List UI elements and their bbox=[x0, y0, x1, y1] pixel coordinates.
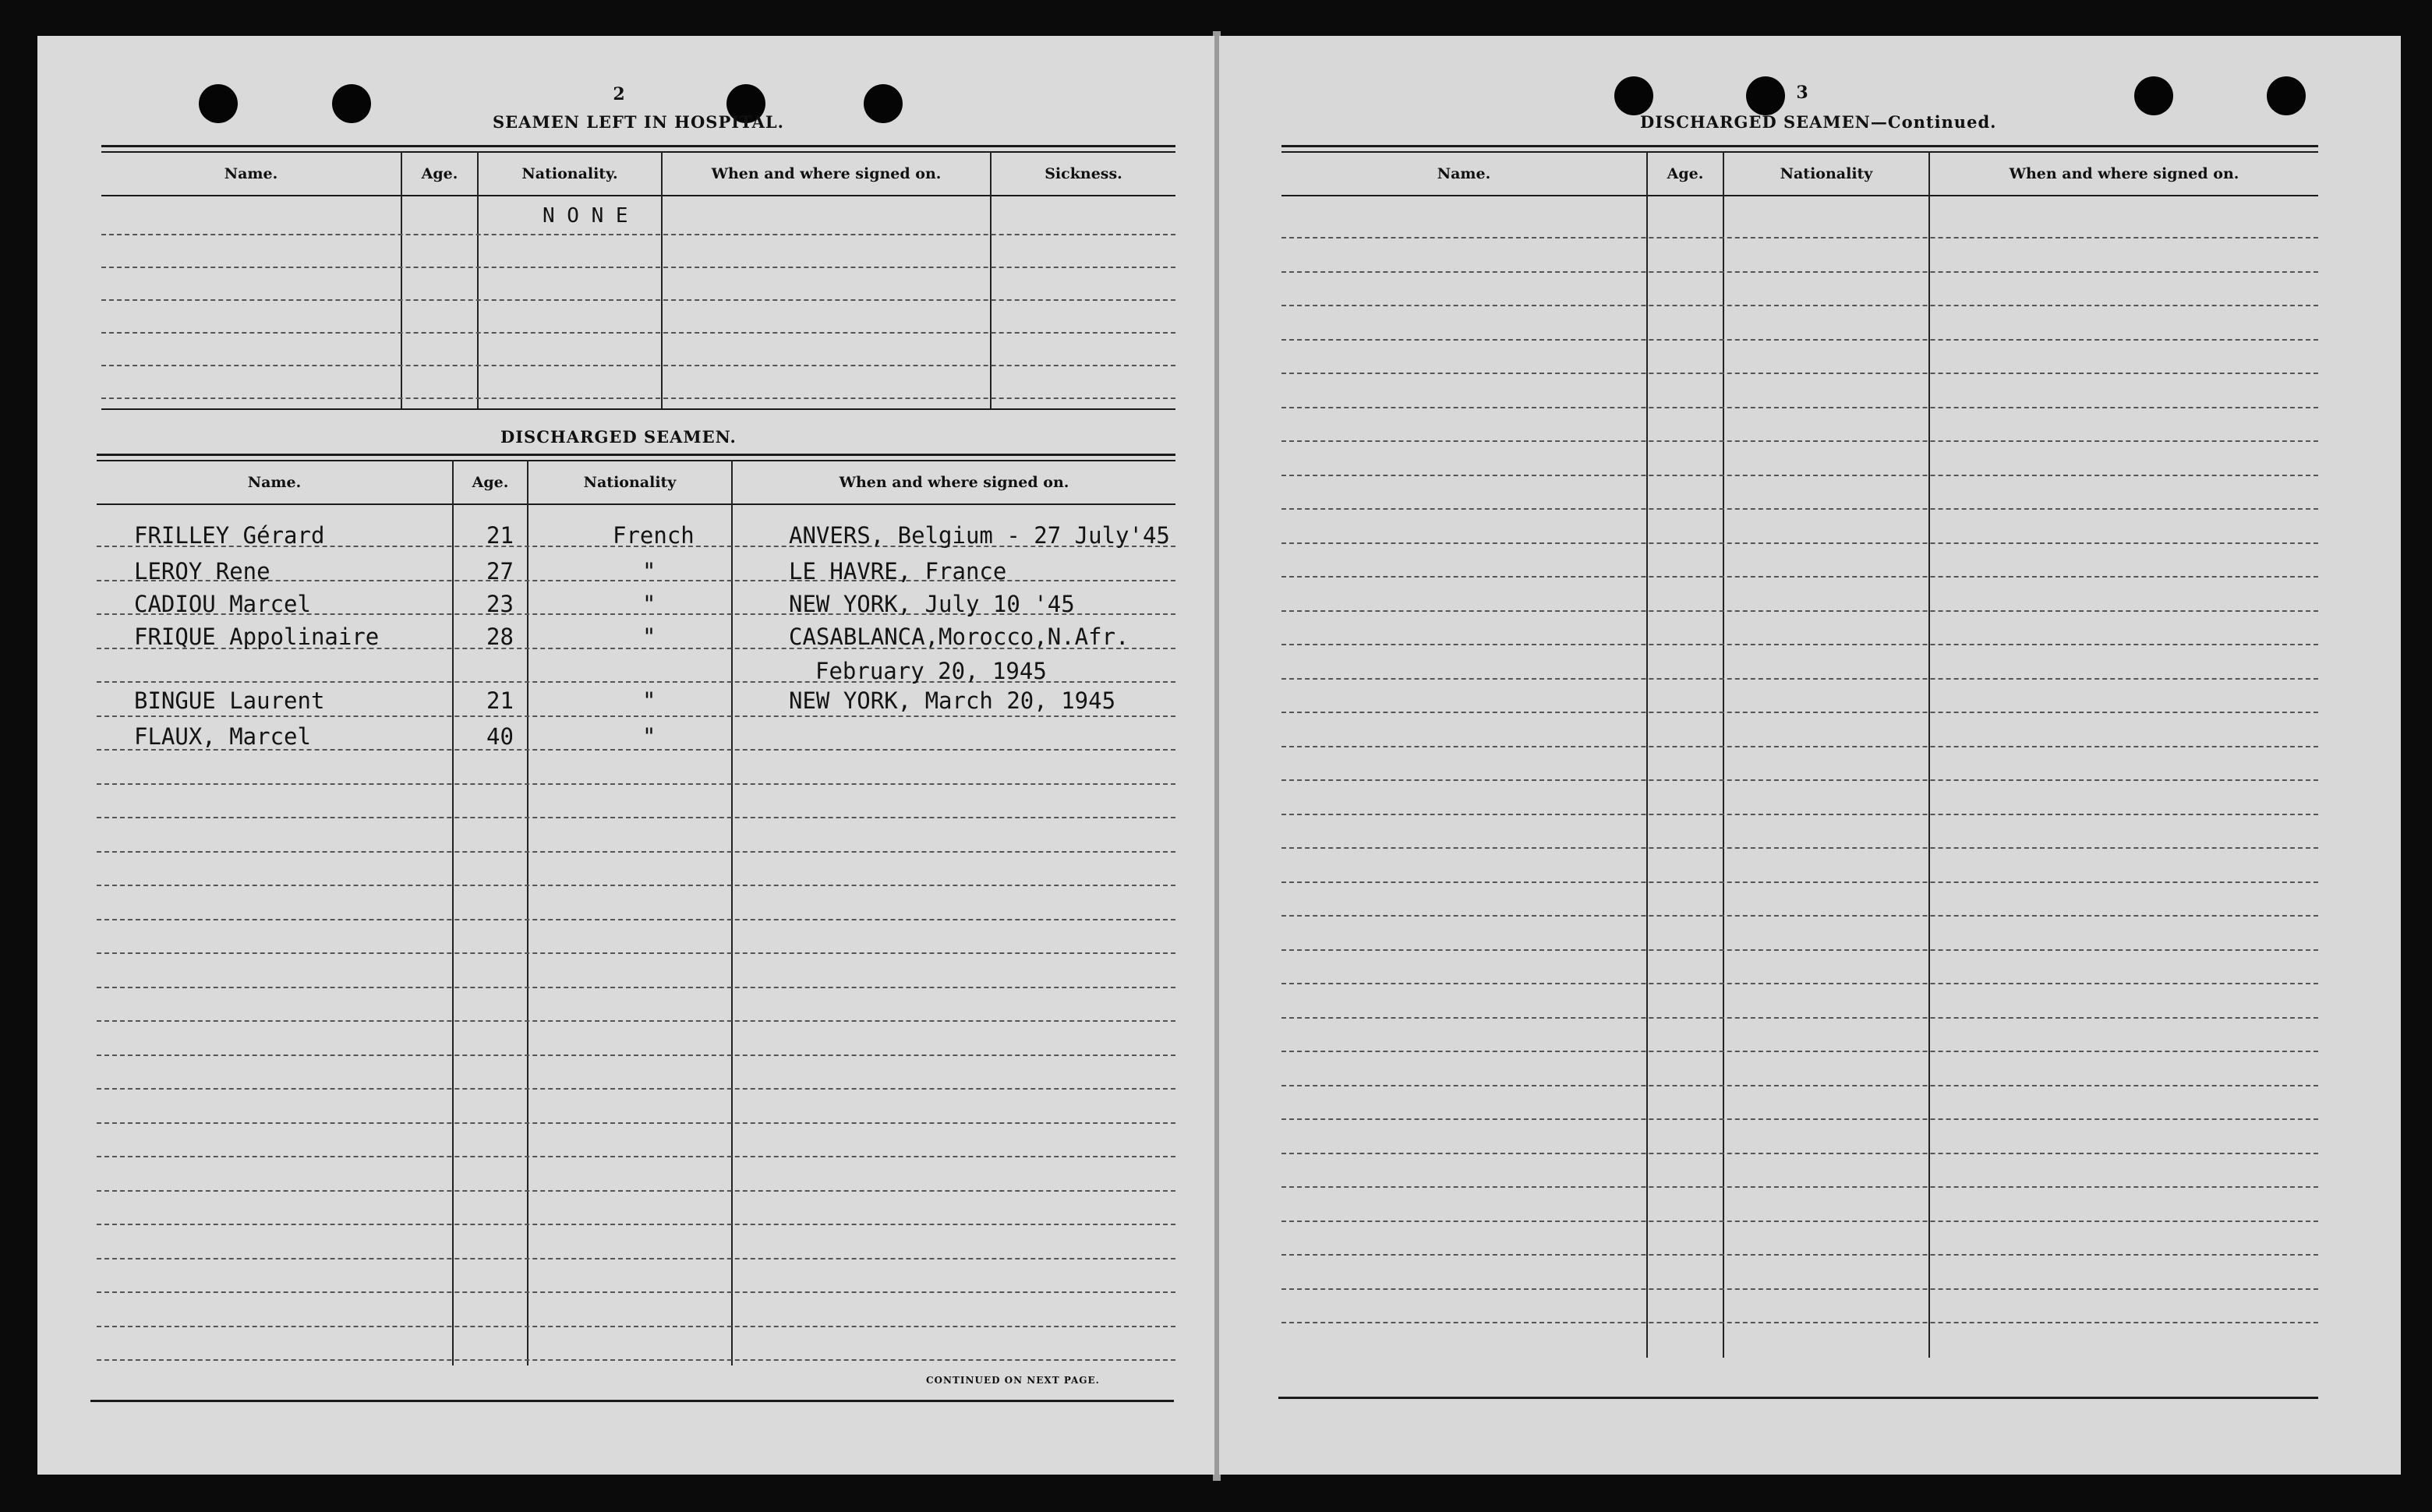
column-header-nationality: Nationality. bbox=[521, 165, 618, 182]
ruled-line bbox=[97, 1190, 1175, 1192]
seaman-signed-on: LE HAVRE, France bbox=[789, 558, 1007, 585]
seaman-nationality: " bbox=[642, 591, 656, 617]
hospital-none-entry: N O N E bbox=[543, 204, 628, 228]
seaman-name: BINGUE Laurent bbox=[134, 687, 325, 714]
seaman-age: 21 bbox=[486, 522, 514, 549]
ruled-line bbox=[1281, 271, 2318, 273]
seaman-nationality: " bbox=[642, 687, 656, 714]
punch-hole bbox=[864, 84, 903, 123]
punch-hole bbox=[199, 84, 238, 123]
seaman-signed-on: CASABLANCA,Morocco,N.Afr. bbox=[789, 624, 1129, 650]
ruled-line bbox=[1281, 1288, 2318, 1290]
ruled-line bbox=[1281, 542, 2318, 544]
ruled-line bbox=[97, 952, 1175, 954]
seaman-name: LEROY Rene bbox=[134, 558, 270, 585]
column-header-age: Age. bbox=[1667, 165, 1704, 182]
seaman-age: 28 bbox=[486, 624, 514, 650]
column-header-nationality: Nationality bbox=[583, 474, 677, 491]
ruled-line bbox=[1281, 644, 2318, 645]
ruled-line bbox=[1281, 1051, 2318, 1052]
ruled-line bbox=[97, 817, 1175, 818]
punch-hole bbox=[2134, 76, 2173, 115]
ruled-line bbox=[1281, 440, 2318, 442]
ruled-line bbox=[1281, 814, 2318, 815]
seaman-nationality: " bbox=[642, 624, 656, 650]
ruled-line bbox=[1281, 1153, 2318, 1154]
discharged-section-title: DISCHARGED SEAMEN. bbox=[500, 427, 737, 447]
ruled-line bbox=[1281, 915, 2318, 917]
ruled-line bbox=[1281, 407, 2318, 408]
ruled-line bbox=[1281, 1254, 2318, 1256]
ruled-line bbox=[1281, 1085, 2318, 1086]
ruled-line bbox=[1281, 610, 2318, 612]
ruled-line bbox=[1281, 1186, 2318, 1188]
left-page bbox=[37, 36, 1214, 1475]
ruled-line bbox=[97, 1088, 1175, 1090]
seaman-age: 40 bbox=[486, 723, 514, 750]
ruled-line bbox=[97, 1291, 1175, 1293]
ruled-line bbox=[1281, 508, 2318, 510]
page-number: 2 bbox=[613, 84, 625, 104]
ruled-line bbox=[1281, 712, 2318, 713]
ruled-line bbox=[97, 1258, 1175, 1259]
seaman-name: FRIQUE Appolinaire bbox=[134, 624, 380, 650]
ruled-line bbox=[97, 1020, 1175, 1022]
seaman-name: FLAUX, Marcel bbox=[134, 723, 311, 750]
ruled-line bbox=[97, 885, 1175, 886]
ruled-line bbox=[1281, 1221, 2318, 1222]
ruled-line bbox=[97, 1326, 1175, 1327]
ruled-line bbox=[1281, 949, 2318, 951]
seaman-age: 21 bbox=[486, 687, 514, 714]
column-header-age: Age. bbox=[421, 165, 458, 182]
seaman-nationality: " bbox=[642, 723, 656, 750]
ruled-line bbox=[1281, 1017, 2318, 1019]
seaman-age: 23 bbox=[486, 591, 514, 617]
page-number: 3 bbox=[1796, 83, 1808, 103]
ruled-line bbox=[97, 919, 1175, 920]
ruled-line bbox=[97, 987, 1175, 988]
ruled-line bbox=[1281, 847, 2318, 849]
seaman-name: FRILLEY Gérard bbox=[134, 522, 325, 549]
ruled-line bbox=[1281, 475, 2318, 476]
seaman-nationality: French bbox=[613, 522, 695, 549]
ruled-line bbox=[97, 851, 1175, 853]
column-header-age: Age. bbox=[472, 474, 509, 491]
ruled-line bbox=[1281, 1118, 2318, 1120]
column-header-name: Name. bbox=[1437, 165, 1491, 182]
ruled-line bbox=[97, 1156, 1175, 1157]
seaman-signed-on: ANVERS, Belgium - 27 July'45 bbox=[789, 522, 1170, 549]
punch-hole bbox=[1746, 76, 1785, 115]
ruled-line bbox=[1281, 678, 2318, 680]
punch-hole bbox=[332, 84, 371, 123]
ruled-line bbox=[1281, 983, 2318, 984]
discharged-continued-title: DISCHARGED SEAMEN—Continued. bbox=[1640, 112, 1997, 132]
ruled-line bbox=[97, 1224, 1175, 1225]
ruled-line bbox=[1281, 237, 2318, 238]
ruled-line bbox=[1281, 746, 2318, 747]
ruled-line bbox=[1281, 1322, 2318, 1323]
column-header-name: Name. bbox=[224, 165, 278, 182]
punch-hole bbox=[1614, 76, 1653, 115]
ruled-line bbox=[1281, 779, 2318, 781]
seaman-signed-on: NEW YORK, July 10 '45 bbox=[789, 591, 1075, 617]
column-header-signed-on: When and where signed on. bbox=[2009, 165, 2239, 182]
column-header-signed-on: When and where signed on. bbox=[711, 165, 942, 182]
ruled-line bbox=[97, 715, 1175, 717]
ruled-line bbox=[1281, 373, 2318, 374]
ruled-line bbox=[97, 783, 1175, 785]
discharged-continued-table bbox=[1281, 145, 2318, 1423]
hospital-table bbox=[101, 145, 1175, 457]
ruled-line bbox=[1281, 305, 2318, 306]
ruled-line bbox=[1281, 576, 2318, 578]
ruled-line bbox=[97, 1122, 1175, 1124]
seaman-nationality: " bbox=[642, 558, 656, 585]
seaman-signed-on: February 20, 1945 bbox=[815, 658, 1047, 684]
ruled-line bbox=[97, 1359, 1175, 1361]
column-header-name: Name. bbox=[247, 474, 302, 491]
discharged-table bbox=[97, 454, 1175, 1428]
ruled-line bbox=[1281, 881, 2318, 883]
right-page bbox=[1219, 36, 2401, 1475]
column-header-nationality: Nationality bbox=[1780, 165, 1873, 182]
continued-footer: CONTINUED ON NEXT PAGE. bbox=[926, 1375, 1100, 1386]
ruled-line bbox=[1281, 339, 2318, 341]
seaman-signed-on: NEW YORK, March 20, 1945 bbox=[789, 687, 1116, 714]
ruled-line bbox=[97, 1055, 1175, 1056]
hospital-section-title: SEAMEN LEFT IN HOSPITAL. bbox=[493, 112, 784, 132]
column-header-signed-on: When and where signed on. bbox=[839, 474, 1069, 491]
seaman-name: CADIOU Marcel bbox=[134, 591, 311, 617]
column-header-sickness: Sickness. bbox=[1045, 165, 1122, 182]
seaman-age: 27 bbox=[486, 558, 514, 585]
punch-hole bbox=[2267, 76, 2306, 115]
